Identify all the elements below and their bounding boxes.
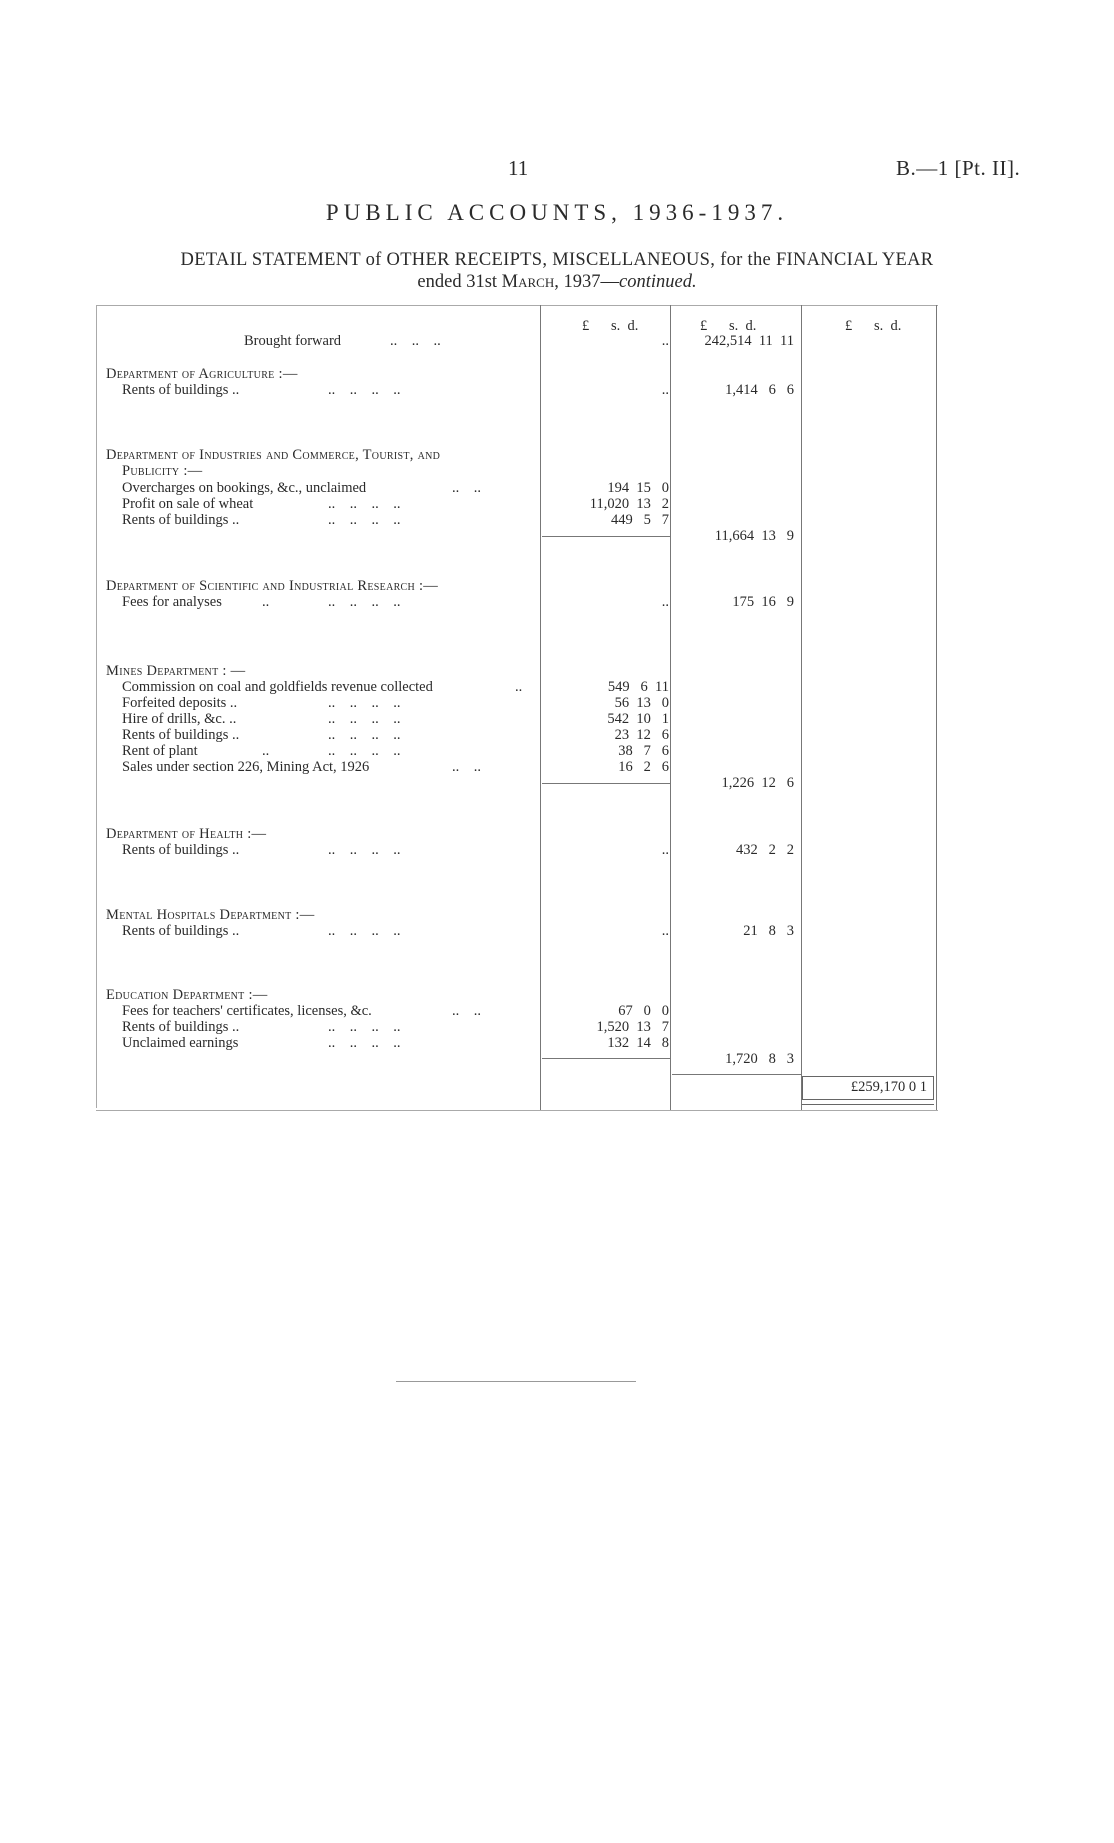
mental-hospitals-amount: 21 8 3 — [743, 923, 794, 939]
subtotal-rule — [542, 783, 670, 784]
list-item-value: 67 0 0 — [618, 1003, 669, 1019]
statement-title: DETAIL STATEMENT of OTHER RECEIPTS, MISCELLANEOUS, for the FINANCIAL YEAR — [180, 250, 934, 270]
dot-leader: .. .. .. .. — [328, 743, 401, 759]
list-item: Fees for teachers' certificates, licenses, &c. — [122, 1003, 372, 1019]
scientific-heading: Department of Scientific and Industrial Research :— — [106, 578, 439, 594]
footer-rule — [396, 1381, 636, 1382]
list-item: Rent of plant — [122, 743, 198, 759]
dot-leader: .. .. .. .. — [328, 842, 401, 858]
dot-leader: .. .. .. .. — [328, 1035, 401, 1051]
list-item-value: 1,520 13 7 — [596, 1019, 669, 1035]
list-item-value: 23 12 6 — [614, 727, 669, 743]
health-item: Rents of buildings .. — [122, 842, 240, 858]
health-heading: Department of Health :— — [106, 826, 267, 842]
list-item: Commission on coal and goldfields revenue collected — [122, 679, 433, 695]
industries-total: 11,664 13 9 — [714, 528, 794, 544]
table-bottom-rule — [96, 1110, 938, 1111]
health-amount: 432 2 2 — [736, 842, 794, 858]
industries-heading: Department of Industries and Commerce, Tourist, and — [106, 447, 441, 463]
dot-leader: .. .. — [452, 759, 481, 775]
total-rule — [672, 1074, 801, 1075]
education-heading: Education Department :— — [106, 987, 268, 1003]
list-item: Hire of drills, &c. .. — [122, 711, 237, 727]
list-item-value: 56 13 0 — [614, 695, 669, 711]
grand-total-box — [802, 1076, 934, 1100]
list-item: Rents of buildings .. — [122, 727, 240, 743]
list-item: Forfeited deposits .. — [122, 695, 238, 711]
list-item-value: 11,020 13 2 — [589, 496, 669, 512]
mental-hospitals-heading: Mental Hospitals Department :— — [106, 907, 315, 923]
dot-leader: .. .. .. .. — [328, 1019, 401, 1035]
health-col1: .. — [661, 842, 669, 858]
mines-total: 1,226 12 6 — [721, 775, 794, 791]
scientific-col1: .. — [661, 594, 669, 610]
dot-leader: .. .. .. .. — [328, 496, 401, 512]
dot-leader: .. — [262, 743, 270, 759]
dot-leader: .. .. .. .. — [328, 594, 401, 610]
double-rule — [802, 1104, 934, 1105]
list-item-value: 549 6 11 — [607, 679, 669, 695]
table-top-rule — [96, 305, 938, 306]
list-item: Overcharges on bookings, &c., unclaimed — [122, 480, 367, 496]
list-item: Sales under section 226, Mining Act, 1926 — [122, 759, 370, 775]
col1-header: £ s. d. — [582, 318, 639, 334]
subtitle-year: , 1937— — [554, 272, 619, 292]
list-item-value: 38 7 6 — [618, 743, 669, 759]
list-item-value: 194 15 0 — [607, 480, 669, 496]
col1-left-border — [540, 305, 541, 1110]
subtotal-rule — [542, 1058, 670, 1059]
list-item: Rents of buildings .. — [122, 512, 240, 528]
dot-leader: .. .. .. .. — [328, 727, 401, 743]
list-item: Rents of buildings .. — [122, 1019, 240, 1035]
list-item-value: 449 5 7 — [611, 512, 669, 528]
agriculture-item: Rents of buildings .. — [122, 382, 240, 398]
dot-leader: .. .. .. .. — [328, 382, 401, 398]
dot-leader: .. .. .. .. — [328, 711, 401, 727]
industries-heading-cont: Publicity :— — [122, 463, 203, 479]
dot-leader: .. .. .. .. — [328, 512, 401, 528]
dot-leader: .. .. .. .. — [328, 923, 401, 939]
list-item-value: 16 2 6 — [618, 759, 669, 775]
list-item-value: 132 14 8 — [607, 1035, 669, 1051]
statement-subtitle — [0, 272, 1114, 293]
subtitle-prefix: ended 31st — [417, 272, 502, 292]
grand-total: £259,170 0 1 — [850, 1079, 927, 1095]
col2-left-border — [670, 305, 671, 1110]
list-item: Unclaimed earnings — [122, 1035, 239, 1051]
mental-hospitals-item: Rents of buildings .. — [122, 923, 240, 939]
agriculture-amount: 1,414 6 6 — [725, 382, 794, 398]
dot-leader: .. .. — [452, 1003, 481, 1019]
table-left-border — [96, 305, 97, 1108]
mental-hospitals-col1: .. — [661, 923, 669, 939]
agriculture-heading: Department of Agriculture :— — [106, 366, 298, 382]
dot-leader: .. — [262, 594, 270, 610]
dot-leader: .. .. .. .. — [328, 695, 401, 711]
brought-forward-label: Brought forward — [244, 333, 342, 349]
dot-leader: .. .. .. — [390, 333, 441, 349]
list-item: Profit on sale of wheat — [122, 496, 254, 512]
mines-heading: Mines Department : — — [106, 663, 246, 679]
scientific-item: Fees for analyses — [122, 594, 222, 610]
col3-left-border — [801, 305, 802, 1110]
scientific-amount: 175 16 9 — [732, 594, 794, 610]
col2-header: £ s. d. — [700, 318, 757, 334]
document-reference: B.—1 [Pt. II]. — [896, 156, 1021, 180]
list-item-value: 542 10 1 — [607, 711, 669, 727]
subtotal-rule — [542, 536, 670, 537]
col3-header: £ s. d. — [845, 318, 902, 334]
education-total: 1,720 8 3 — [725, 1051, 794, 1067]
page-number: 11 — [508, 156, 529, 180]
brought-forward-amount: 242,514 11 11 — [704, 333, 794, 349]
page-title: PUBLIC ACCOUNTS, 1936-1937. — [325, 200, 789, 225]
brought-forward-col1: .. — [661, 333, 669, 349]
dot-leader: .. — [515, 679, 523, 695]
subtitle-month: March — [501, 272, 555, 292]
subtitle-continued: continued. — [619, 272, 697, 292]
dot-leader: .. .. — [452, 480, 481, 496]
agriculture-col1: .. — [661, 382, 669, 398]
table-right-border — [936, 305, 937, 1110]
